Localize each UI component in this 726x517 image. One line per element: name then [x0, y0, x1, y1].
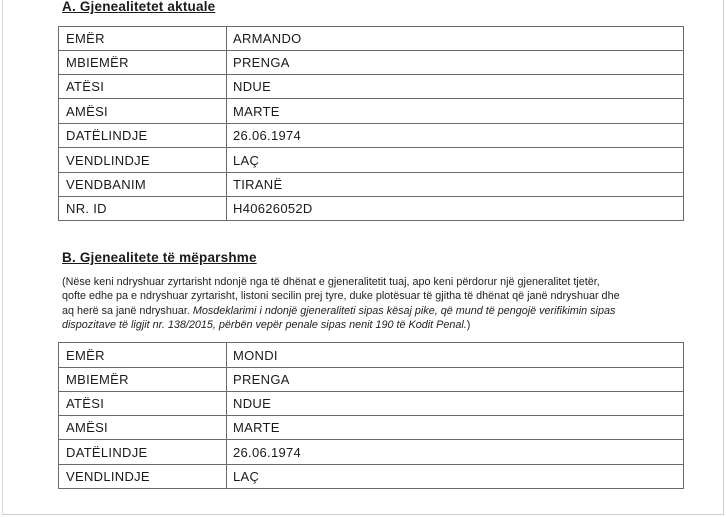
note-warning-text: Mosdeklarimi i ndonjë gjeneraliteti sipas kësaj pike, që mund të pengojë verifikimin sipas	[192, 304, 616, 317]
section-b-heading: B. Gjenealitete të mëparshme	[62, 250, 257, 265]
field-label: MBIEMËR	[59, 368, 227, 392]
field-label: MBIEMËR	[59, 51, 227, 75]
field-value: H40626052D	[227, 197, 684, 221]
field-value: TIRANË	[227, 173, 684, 197]
field-value: 26.06.1974	[227, 440, 684, 465]
note-text: aq herë sa janë ndryshuar.	[62, 304, 193, 317]
table-row	[59, 99, 684, 124]
field-label: AMËSI	[59, 99, 227, 124]
field-label: ATËSI	[59, 75, 227, 99]
field-value: MARTE	[227, 99, 684, 124]
note-close-paren: )	[466, 318, 471, 331]
field-value: NDUE	[227, 75, 684, 99]
table-row	[59, 148, 684, 173]
table-row	[59, 124, 684, 148]
table-row	[59, 392, 684, 416]
table-row	[59, 465, 684, 489]
field-label: DATËLINDJE	[59, 440, 227, 465]
field-value: PRENGA	[227, 368, 684, 392]
table-row	[59, 368, 684, 392]
field-value: NDUE	[227, 392, 684, 416]
field-value: LAÇ	[227, 148, 684, 173]
current-identity-table	[58, 26, 684, 221]
field-label: ATËSI	[59, 392, 227, 416]
table-row	[59, 51, 684, 75]
note-line: qofte edhe pa e ndryshuar zyrtarisht, listoni secilin prej tyre, duke plotësuar të gjitha të dhënat që janë ndryshuar dhe	[62, 290, 620, 303]
table-row	[59, 27, 684, 51]
field-label: EMËR	[59, 343, 227, 368]
field-label: NR. ID	[59, 197, 227, 221]
section-a-heading: A. Gjenealitetet aktuale	[62, 0, 216, 14]
field-value: 26.06.1974	[227, 124, 684, 148]
field-label: AMËSI	[59, 416, 227, 440]
table-row	[59, 416, 684, 440]
note-warning-text: dispozitave të ligjit nr. 138/2015, përbën vepër penale sipas nenit 190 të Kodit Penal.	[62, 318, 467, 331]
field-label: VENDLINDJE	[59, 148, 227, 173]
previous-identity-table	[58, 342, 684, 489]
note-line: (Nëse keni ndryshuar zyrtarisht ndonjë nga të dhënat e gjeneralitetit tuaj, apo keni përdorur një gjeneralitet tjetër,	[62, 276, 600, 288]
table-row	[59, 197, 684, 221]
table-row	[59, 173, 684, 197]
field-value: MARTE	[227, 416, 684, 440]
field-value: LAÇ	[227, 465, 684, 489]
note-line	[62, 318, 702, 332]
field-value: MONDI	[227, 343, 684, 368]
field-label: EMËR	[59, 27, 227, 51]
table-row	[59, 440, 684, 465]
table-row	[59, 343, 684, 368]
field-value: PRENGA	[227, 51, 684, 75]
field-value: ARMANDO	[227, 27, 684, 51]
note-line	[62, 304, 702, 318]
field-label: VENDBANIM	[59, 173, 227, 197]
table-row	[59, 75, 684, 99]
field-label: DATËLINDJE	[59, 124, 227, 148]
instructions-note	[62, 275, 702, 332]
field-label: VENDLINDJE	[59, 465, 227, 489]
